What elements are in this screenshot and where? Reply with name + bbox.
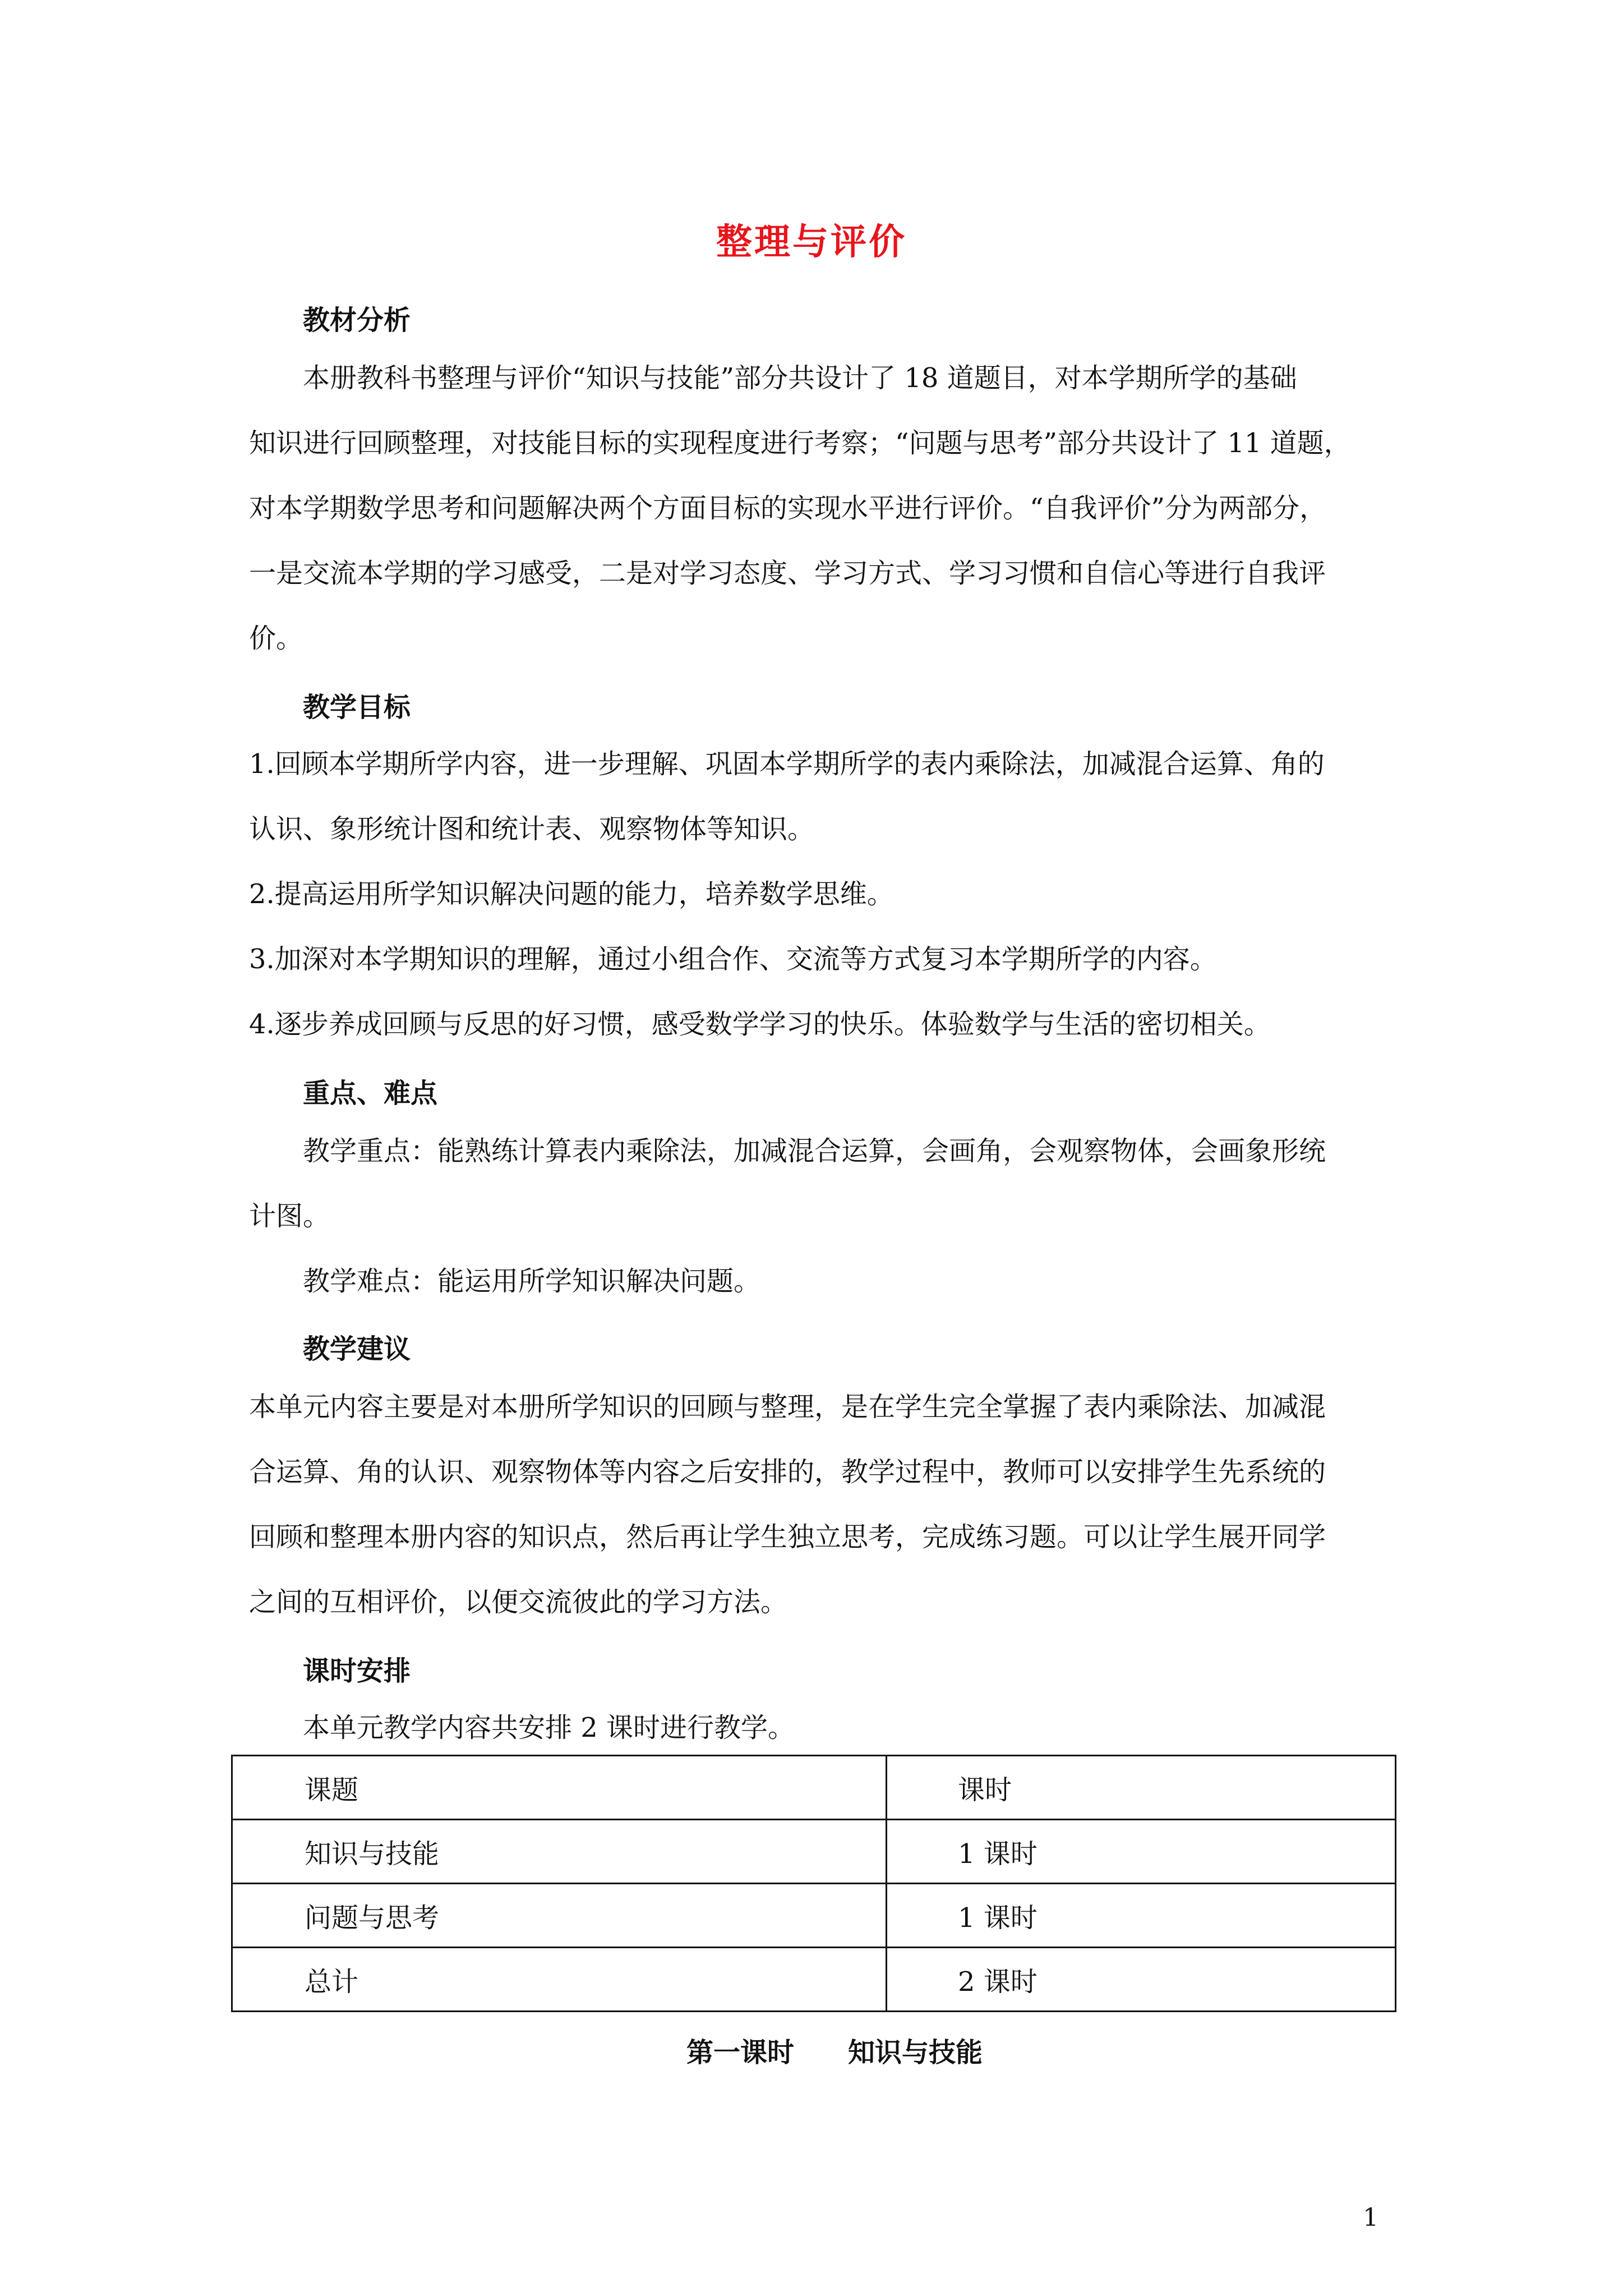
analysis-line: 对本学期数学思考和问题解决两个方面目标的实现水平进行评价。“自我评价”分为两部分， — [249, 493, 1327, 524]
schedule-table — [231, 1755, 1396, 2012]
suggestions-line: 之间的互相评价，以便交流彼此的学习方法。 — [249, 1586, 788, 1618]
schedule-intro: 本单元教学内容共安排 2 课时进行教学。 — [303, 1712, 795, 1743]
goals-line: 认识、象形统计图和统计表、观察物体等知识。 — [249, 813, 815, 845]
analysis-line: 本册教科书整理与评价“知识与技能”部分共设计了 18 道题目，对本学期所学的基础 — [303, 362, 1297, 394]
suggestions-line: 本单元内容主要是对本册所学知识的回顾与整理，是在学生完全掌握了表内乘除法、加减混 — [249, 1391, 1326, 1423]
section-heading-schedule: 课时安排 — [303, 1655, 411, 1687]
goals-line: 2.提高运用所学知识解决问题的能力，培养数学思维。 — [249, 878, 894, 910]
section-heading-focus: 重点、难点 — [303, 1078, 438, 1109]
suggestions-line: 合运算、角的认识、观察物体等内容之后安排的，教学过程中，教师可以安排学生先系统的 — [249, 1456, 1326, 1488]
analysis-line: 一是交流本学期的学习感受，二是对学习态度、学习方式、学习习惯和自信心等进行自我评 — [249, 558, 1326, 589]
goals-line: 4.逐步养成回顾与反思的好习惯，感受数学学习的快乐。体验数学与生活的密切相关。 — [249, 1009, 1271, 1040]
table-cell: 总计 — [232, 1948, 887, 2012]
focus-line: 教学重点：能熟练计算表内乘除法，加减混合运算，会画角，会观察物体，会画象形统 — [303, 1135, 1326, 1167]
section-heading-suggestions: 教学建议 — [303, 1333, 411, 1365]
suggestions-line: 回顾和整理本册内容的知识点，然后再让学生独立思考，完成练习题。可以让学生展开同学 — [249, 1521, 1326, 1553]
table-row — [232, 1884, 1396, 1948]
section-heading-analysis: 教材分析 — [303, 305, 411, 336]
table-cell: 知识与技能 — [232, 1820, 887, 1884]
table-header-row — [232, 1756, 1396, 1820]
section-heading-goals: 教学目标 — [303, 692, 411, 723]
page-number: 1 — [1363, 2203, 1378, 2232]
goals-line: 1.回顾本学期所学内容，进一步理解、巩固本学期所学的表内乘除法，加减混合运算、角的 — [249, 748, 1325, 780]
table-cell: 2 课时 — [887, 1948, 1396, 2012]
table-row — [232, 1820, 1396, 1884]
focus-line: 计图。 — [249, 1200, 330, 1232]
table-row — [232, 1948, 1396, 2012]
analysis-line: 价。 — [249, 623, 303, 654]
lesson-heading: 第一课时 知识与技能 — [686, 2037, 983, 2068]
table-cell: 1 课时 — [887, 1884, 1396, 1948]
table-cell: 问题与思考 — [232, 1884, 887, 1948]
table-header-cell: 课题 — [232, 1756, 887, 1820]
goals-line: 3.加深对本学期知识的理解，通过小组合作、交流等方式复习本学期所学的内容。 — [249, 944, 1217, 975]
focus-line: 教学难点：能运用所学知识解决问题。 — [303, 1266, 761, 1297]
page-title: 整理与评价 — [716, 221, 907, 263]
table-cell: 1 课时 — [887, 1820, 1396, 1884]
table-header-cell: 课时 — [887, 1756, 1396, 1820]
analysis-line: 知识进行回顾整理，对技能目标的实现程度进行考察；“问题与思考”部分共设计了 11 道题， — [249, 427, 1351, 459]
